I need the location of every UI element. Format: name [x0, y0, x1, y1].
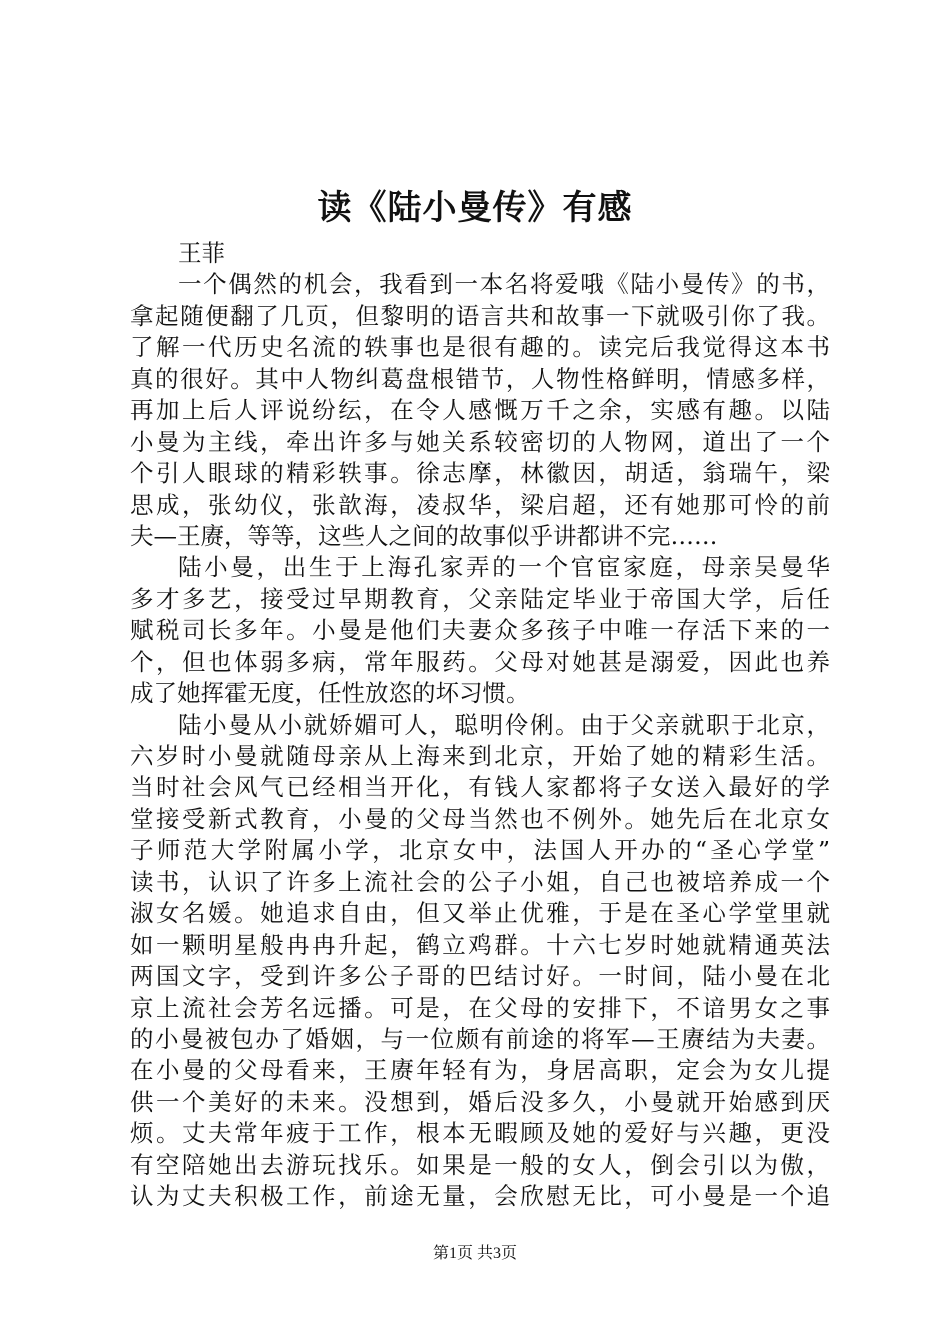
text-line: 子师范大学附属小学，北京女中，法国人开办的“圣心学堂”	[130, 836, 830, 865]
text-line: 有空陪她出去游玩找乐。如果是一般的女人，倒会引以为傲，	[130, 1150, 830, 1179]
text-line: 当时社会风气已经相当开化，有钱人家都将子女送入最好的学	[130, 773, 830, 802]
document-title: 读《陆小曼传》有感	[317, 188, 633, 228]
text-line: 陆小曼，出生于上海孔家弄的一个官宦家庭，母亲吴曼华	[178, 553, 830, 582]
text-line: 在小曼的父母看来，王赓年轻有为，身居高职，定会为女儿提	[130, 1056, 830, 1085]
text-line: 淑女名媛。她追求自由，但又举止优雅，于是在圣心学堂里就	[130, 899, 830, 928]
text-line: 再加上后人评说纷纭，在令人感慨万千之余，实感有趣。以陆	[130, 396, 830, 425]
text-line: 真的很好。其中人物纠葛盘根错节，人物性格鲜明，情感多样，	[130, 364, 830, 393]
text-line: 个引人眼球的精彩轶事。徐志摩，林徽因，胡适，翁瑞午，梁	[130, 459, 830, 488]
text-line: 小曼为主线，牵出许多与她关系较密切的人物网，道出了一个	[130, 427, 830, 456]
text-line: 夫—王赓，等等，这些人之间的故事似乎讲都讲不完……	[130, 521, 718, 550]
text-line: 思成，张幼仪，张歆海，凌叔华，梁启超，还有她那可怜的前	[130, 490, 830, 519]
text-line: 如一颗明星般冉冉升起，鹤立鸡群。十六七岁时她就精通英法	[130, 930, 830, 959]
text-line: 两国文字，受到许多公子哥的巴结讨好。一时间，陆小曼在北	[130, 962, 830, 991]
text-line: 成了她挥霍无度，任性放恣的坏习惯。	[130, 679, 530, 708]
text-line: 京上流社会芳名远播。可是，在父母的安排下，不谙男女之事	[130, 993, 830, 1022]
text-line: 赋税司长多年。小曼是他们夫妻众多孩子中唯一存活下来的一	[130, 616, 830, 645]
text-line: 拿起随便翻了几页，但黎明的语言共和故事一下就吸引你了我。	[130, 301, 830, 330]
text-line: 多才多艺，接受过早期教育，父亲陆定毕业于帝国大学，后任	[130, 584, 830, 613]
document-body	[130, 238, 830, 1213]
text-line: 读书，认识了许多上流社会的公子小姐，自己也被培养成一个	[130, 867, 830, 896]
text-line: 认为丈夫积极工作，前途无量，会欣慰无比，可小曼是一个追	[130, 1182, 830, 1211]
text-line: 烦。丈夫常年疲于工作，根本无暇顾及她的爱好与兴趣，更没	[130, 1119, 830, 1148]
text-line: 的小曼被包办了婚姻，与一位颇有前途的将军—王赓结为夫妻。	[130, 1024, 830, 1053]
text-line: 一个偶然的机会，我看到一本名将爱哦《陆小曼传》的书，	[178, 270, 830, 299]
text-line: 六岁时小曼就随母亲从上海来到北京，开始了她的精彩生活。	[130, 742, 830, 770]
text-line: 了解一代历史名流的轶事也是很有趣的。读完后我觉得这本书	[130, 333, 830, 362]
text-line: 供一个美好的未来。没想到，婚后没多久，小曼就开始感到厌	[130, 1087, 830, 1116]
author-name: 王菲	[178, 239, 225, 267]
page-footer: 第1页 共3页	[432, 1245, 517, 1262]
text-line: 陆小曼从小就娇媚可人，聪明伶俐。由于父亲就职于北京，	[178, 710, 830, 739]
text-line: 个，但也体弱多病，常年服药。父母对她甚是溺爱，因此也养	[130, 647, 830, 676]
text-line: 堂接受新式教育，小曼的父母当然也不例外。她先后在北京女	[130, 804, 830, 833]
